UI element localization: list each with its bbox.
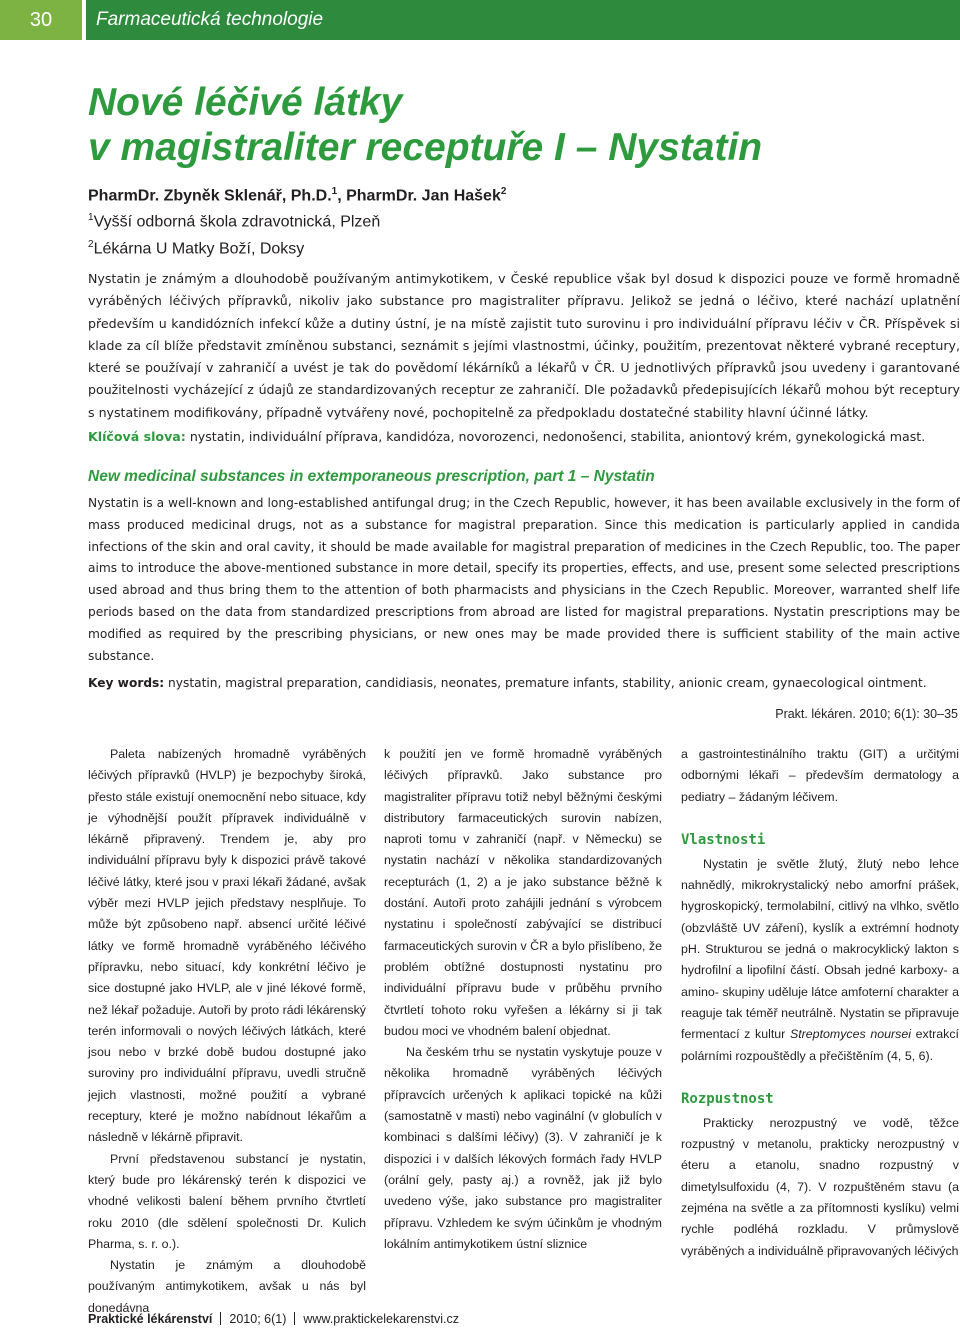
paragraph-part: Nystatin je světle žlutý, žlutý nebo lehce nahnědlý, mikrokrystalický nebo amorfní prášek, hygroskopický, termolabilní, citlivý na vlhko, světlo (obzvláště UV záření), kyslík a extrémní hodnoty pH. Strukturou se jedná o makrocyklický lakton s hydrofilní a lipofilní částí. Obsah jedné karboxy- a amino- skupiny uděluje látce amfoterní charakter a reaguje tak téměř neutrálně. Nystatin se připravuje fermentací z kultur [681, 856, 959, 1042]
footer-divider [220, 1312, 221, 1325]
affiliation-1 [88, 207, 948, 233]
page-header [0, 0, 960, 40]
body-column-1 [88, 744, 366, 1319]
author-names [88, 181, 948, 207]
keywords-english-label: Key words: [88, 676, 165, 690]
keywords-czech-label: Klíčová slova: [88, 429, 186, 444]
author1-name: PharmDr. Zbyněk Sklenář, Ph.D. [88, 187, 332, 205]
english-title: New medicinal substances in extemporaneous prescription, part 1 – Nystatin [88, 468, 655, 485]
paragraph-part: extrakcí polárními rozpouštědly a přečištěním (4, 5, 6). [681, 1027, 959, 1063]
paragraph: a gastrointestinálního traktu (GIT) a určitými odbornými lékaři – především dermatology a pediatry – žádaným léčivem. [681, 747, 959, 804]
article-title-line2: v magistraliter receptuře I – Nystatin [88, 126, 763, 169]
paragraph: První představenou substancí je nystatin, který bude pro lékárenský terén k dispozici ve vhodné velikosti balení během prvního čtvrtletí roku 2010 (dle sdělení společnosti Dr. Kulich Pharma, s. r. o.). [88, 1151, 366, 1251]
keywords-czech [88, 426, 960, 448]
author2-name: PharmDr. Jan Hašek [346, 187, 501, 205]
keywords-czech-text: nystatin, individuální příprava, kandidóza, novorozenci, nedonošenci, stabilita, aniontový krém, gynekologická mast. [185, 429, 926, 444]
authors-block [88, 181, 948, 260]
footer-website: www.praktickelekarenstvi.cz [303, 1312, 459, 1326]
footer-divider [294, 1312, 295, 1325]
affiliation1-text: Vyšší odborná škola zdravotnická, Plzeň [93, 213, 381, 231]
heading-rozpustnost: Rozpustnost [681, 1090, 774, 1107]
paragraph: k použití jen ve formě hromadně vyráběných léčivých přípravků. Jako substance pro magistraliter přípravu totiž nebyl běžnými českými distributory farmaceutických surovin nabízen, naproti tomu v zahraničí (např. v Německu) se nystatin nachází v několika standardizovaných recepturách (1, 2) a je jako substance běžně k dostání. Autoři proto zahájili jednání s výrobcem nystatinu i společností zabývající se distribucí farmaceutických surovin v ČR a bylo přislíbeno, že problém obtížné dostupnosti nystatinu pro individuální přípravu bude v průběhu prvního čtvrtletí tohoto roku vyřešen a lékárny si ji tak budou moci ve vhodném balení objednat. [384, 747, 662, 1038]
paragraph [681, 854, 959, 1067]
body-column-2 [384, 744, 662, 1255]
affiliation-2 [88, 234, 948, 260]
keywords-english [88, 672, 960, 694]
author2-sup: 2 [500, 186, 507, 197]
paragraph: Nystatin je známým a dlouhodobě používaným antimykotikem, avšak u nás byl donedávna [88, 1258, 366, 1315]
abstract-english: Nystatin is a well-known and long-established antifungal drug; in the Czech Republic, however, it has been available exclusively in the form of mass produced medicinal drugs, not as a substance for magistral preparation. Since this medication is particularly applied in candida infections of the skin and oral cavity, it should be made available for magistral preparation of medicines in the Czech Republic, too. The paper aims to introduce the above-mentioned substance in more detail, specify its properties, effects, and use, present some selected prescriptions used abroad and thus bring them to the attention of both pharmacists and physicians in the Czech Republic. Moreover, warranted shelf life periods based on the data from standardized prescriptions from abroad are listed for magistral preparations. Nystatin prescriptions may be modified as required by the prescribing physicians, or new ones may be made provided there is sufficient stability of the main active substance. [88, 496, 960, 663]
footer-issue: 2010; 6(1) [229, 1312, 287, 1326]
affiliation1-sup: 1 [88, 212, 94, 224]
paragraph: Prakticky nerozpustný ve vodě, těžce rozpustný v metanolu, prakticky nerozpustný v éteru a etanolu, snadno rozpustný v dimetylsulfoxidu (4, 7). V rozpuštěném stavu (a zejména na světle a za přítomnosti kyslíku) velmi rychle podléhá rozkladu. V průmyslově vyráběných a individuálně připravovaných léčivých [681, 1115, 959, 1258]
heading-vlastnosti: Vlastnosti [681, 831, 766, 848]
section-title: Farmaceutická technologie [86, 0, 960, 40]
affiliation2-text: Lékárna U Matky Boží, Doksy [93, 239, 305, 257]
author-separator: , [337, 187, 347, 205]
author1-sup: 1 [331, 186, 338, 197]
abstract-czech: Nystatin je známým a dlouhodobě používaným antimykotikem, v České republice však byl dosud k dispozici pouze ve formě hromadně vyráběných léčivých přípravků, nikoliv jako substance pro magistraliter přípravu. Jelikož se jedná o léčivo, které nachází uplatnění především u kandidózních infekcí kůže a dutiny ústní, je na místě zajistit tuto surovinu i pro individuální přípravu léčiv v ČR. Příspěvek si klade za cíl blíže představit zmíněnou substanci, seznámit s jejími vlastnostmi, účinky, použitím, prezentovat některé vybrané receptury, které se používají v zahraničí a uvést je tak do povědomí lékárníků a lékařů v ČR. U jednotlivých přípravků jsou uvedeny i garantované použitelnosti vycházející z údajů ze standardizovaných receptur ze zahraničí. Dle požadavků předepisujících lékařů mohou být receptury s nystatinem modifikovány, případně vytvářeny nové, pochopitelně za předpokladu dostatečné stability hlavní účinné látky. [88, 271, 960, 420]
article-title-line1: Nové léčivé látky [88, 81, 403, 124]
page-number: 30 [0, 0, 82, 40]
paragraph: Na českém trhu se nystatin vyskytuje pouze v několika hromadně vyráběných léčivých přípravcích určených k aplikaci topické na kůži (samostatně v masti) nebo vaginální (v globulích v kombinaci s dalšími léčivy) (3). V zahraničí je k dispozici i v dalších lékových formách řady HVLP (orální gely, pasty aj.) a rovněž, jak již bylo uvedeno výše, jako substance pro magistraliter přípravu. Vzhledem ke svým účinkům je vhodným lokálním antimykotikem ústní sliznice [384, 1045, 662, 1251]
citation: Prakt. lékáren. 2010; 6(1): 30–35 [775, 707, 958, 721]
affiliation2-sup: 2 [88, 238, 94, 250]
paragraph: Paleta nabízených hromadně vyráběných léčivých přípravků (HVLP) je bezpochyby široká, přesto stále existují onemocnění nebo situace, kdy je výhodnější použít přípravek individuálně v lékárně připravený. Trendem je, aby pro individuální přípravu byly k dispozici právě takové léčivé látky, které jsou v praxi lékaři žádané, avšak výběr mezi HVLP jejich představy nesplňuje. To může být způsobeno např. absencí určité léčivé látky ve formě hromadně vyráběného léčivého přípravku, nebo situací, kdy konkrétní léčivo je sice dostupné jako HVLP, ale v jiné lékové formě, než lékař požaduje. Autoři by proto rádi lékárenský terén informovali o nových léčivých látkách, které jsou nebo v brzké době budou dostupné jako suroviny pro individuální přípravu, uvedli stručně jejich vlastnosti, možné použití a vybrané receptury, které je možno nabídnout lékařům a následně v lékárně připravit. [88, 747, 366, 1145]
keywords-english-text: nystatin, magistral preparation, candidiasis, neonates, premature infants, stability, anionic cream, gynaecological ointment. [164, 676, 927, 690]
article-title [88, 80, 948, 170]
footer-journal: Praktické lékárenství [88, 1312, 213, 1326]
species-name: Streptomyces noursei [789, 1027, 911, 1042]
page-footer [88, 1311, 888, 1327]
body-column-3 [681, 744, 959, 1262]
